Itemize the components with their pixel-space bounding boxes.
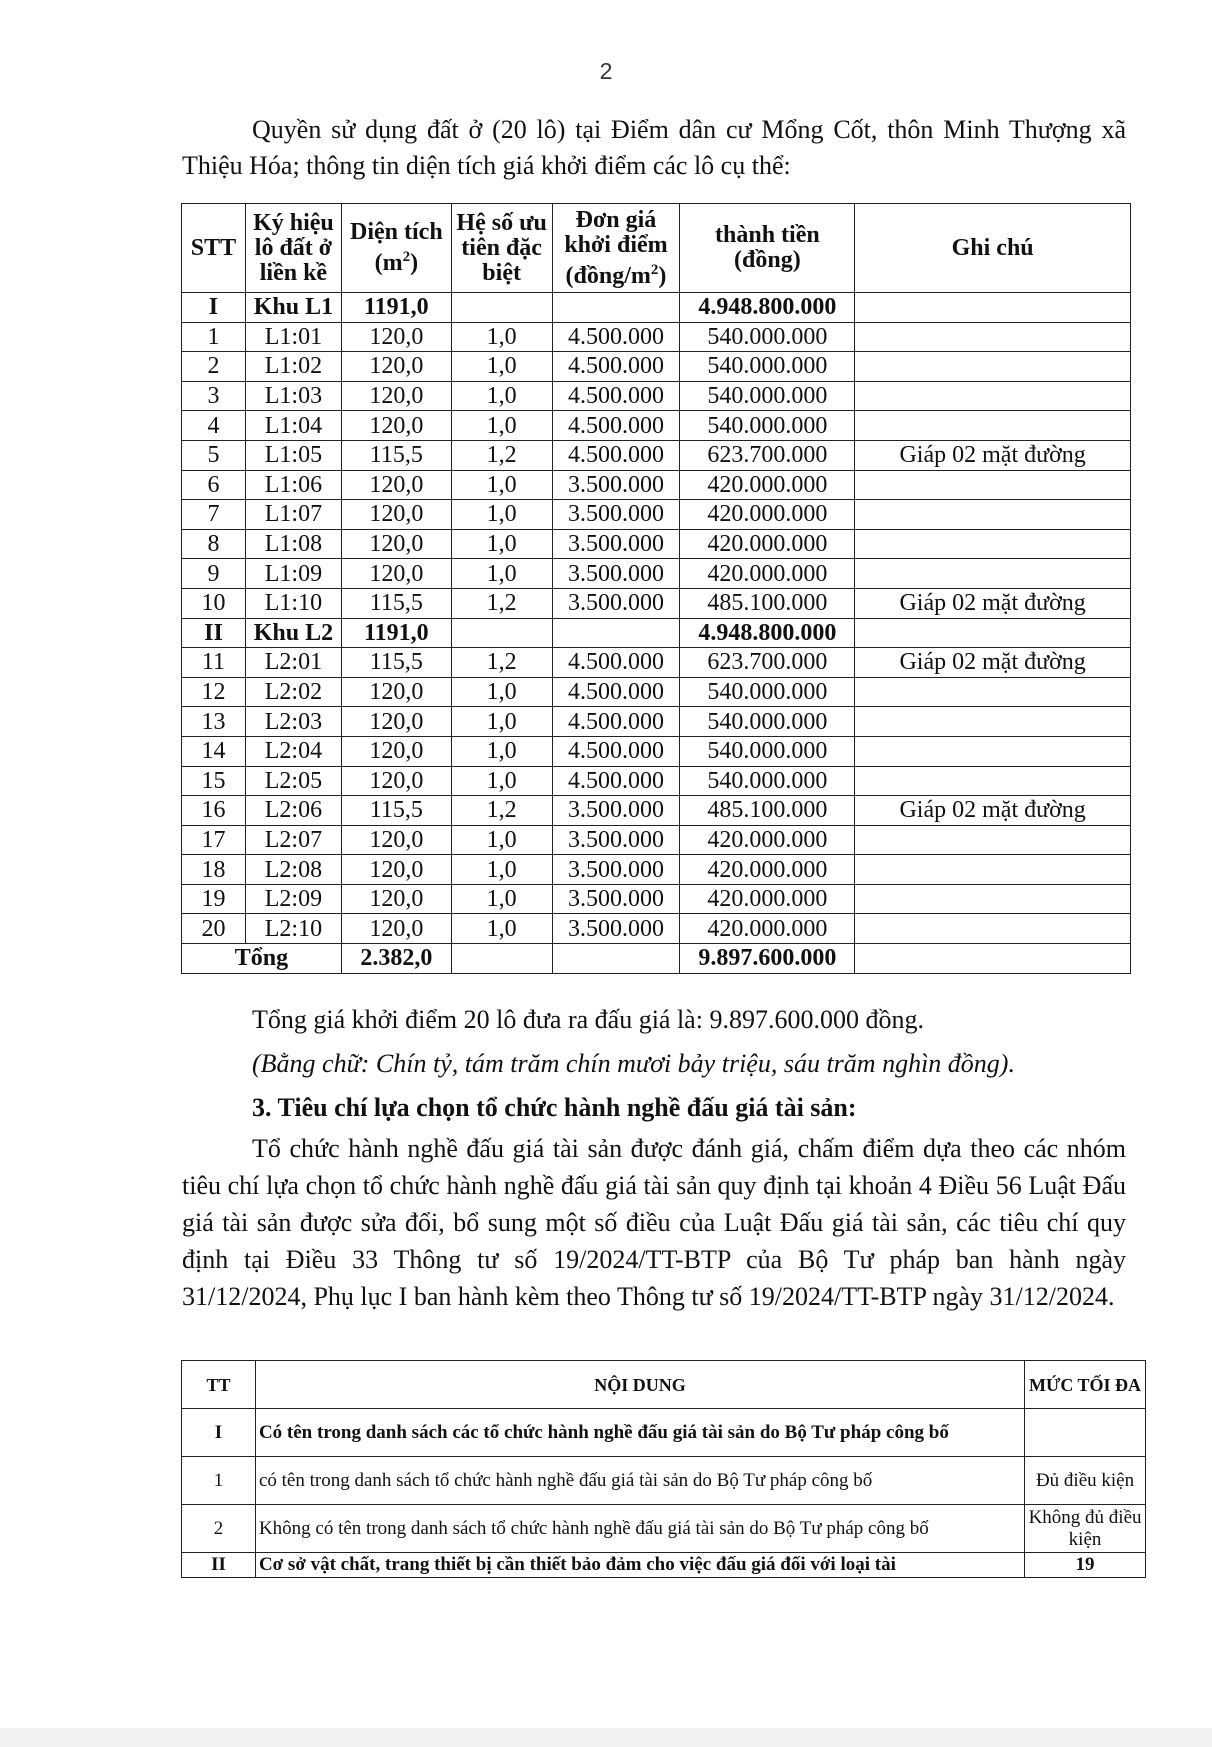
cell-coefficient: 1,0 bbox=[451, 707, 552, 737]
cell-amount: 420.000.000 bbox=[680, 825, 855, 855]
criteria-cell-tt: I bbox=[182, 1409, 256, 1457]
criteria-row bbox=[182, 1409, 1146, 1457]
header-unit-price-unit-base: (đồng/m bbox=[565, 262, 651, 289]
lots-table-row bbox=[182, 559, 1131, 589]
cell-unit-price: 4.500.000 bbox=[552, 707, 680, 737]
cell-note: Giáp 02 mặt đường bbox=[855, 588, 1131, 618]
lots-table-row bbox=[182, 381, 1131, 411]
cell-note bbox=[855, 293, 1131, 323]
cell-coefficient: 1,0 bbox=[451, 529, 552, 559]
lots-table-row bbox=[182, 884, 1131, 914]
cell-area: 120,0 bbox=[341, 766, 451, 796]
cell-symbol: L2:04 bbox=[245, 736, 341, 766]
criteria-row bbox=[182, 1457, 1146, 1505]
cell-amount: 623.700.000 bbox=[680, 440, 855, 470]
cell-amount: 420.000.000 bbox=[680, 914, 855, 944]
header-amount: thành tiền (đồng) bbox=[680, 204, 855, 293]
cell-area: 120,0 bbox=[341, 855, 451, 885]
cell-amount: 540.000.000 bbox=[680, 322, 855, 352]
header-area-label: Diện tích bbox=[350, 219, 443, 245]
cell-unit-price: 3.500.000 bbox=[552, 796, 680, 826]
cell-note bbox=[855, 707, 1131, 737]
header-area-unit-base: (m bbox=[374, 250, 403, 276]
cell-note: Giáp 02 mặt đường bbox=[855, 440, 1131, 470]
cell-stt: 17 bbox=[182, 825, 246, 855]
cell-stt: 1 bbox=[182, 322, 246, 352]
total-in-words: (Bằng chữ: Chín tỷ, tám trăm chín mươi bảy triệu, sáu trăm nghìn đồng). bbox=[252, 1049, 1015, 1078]
cell-unit-price: 4.500.000 bbox=[552, 677, 680, 707]
cell-stt: 20 bbox=[182, 914, 246, 944]
lots-table-row bbox=[182, 500, 1131, 530]
cell-symbol: L2:05 bbox=[245, 766, 341, 796]
header-note: Ghi chú bbox=[855, 204, 1131, 293]
cell-area: 120,0 bbox=[341, 884, 451, 914]
criteria-row bbox=[182, 1553, 1146, 1578]
cell-amount: 420.000.000 bbox=[680, 559, 855, 589]
header-unit-price bbox=[552, 204, 680, 293]
cell-coefficient: 1,0 bbox=[451, 855, 552, 885]
cell-stt: II bbox=[182, 618, 246, 648]
cell-coefficient: 1,2 bbox=[451, 588, 552, 618]
cell-unit-price: 3.500.000 bbox=[552, 825, 680, 855]
cell-area: 115,5 bbox=[341, 440, 451, 470]
cell-unit-price: 4.500.000 bbox=[552, 440, 680, 470]
cell-note bbox=[855, 618, 1131, 648]
cell-stt: 11 bbox=[182, 648, 246, 678]
header-stt: STT bbox=[182, 204, 246, 293]
cell-stt: 18 bbox=[182, 855, 246, 885]
criteria-header-tt: TT bbox=[182, 1361, 256, 1409]
cell-symbol: L1:07 bbox=[245, 500, 341, 530]
cell-area: 120,0 bbox=[341, 529, 451, 559]
cell-unit-price: 3.500.000 bbox=[552, 884, 680, 914]
header-area bbox=[341, 204, 451, 293]
cell-unit-price: 3.500.000 bbox=[552, 588, 680, 618]
cell-coefficient: 1,2 bbox=[451, 796, 552, 826]
cell-coefficient: 1,0 bbox=[451, 500, 552, 530]
cell-amount: 540.000.000 bbox=[680, 766, 855, 796]
cell-symbol: L1:06 bbox=[245, 470, 341, 500]
criteria-cell-score: Đủ điều kiện bbox=[1025, 1457, 1146, 1505]
cell-stt: 12 bbox=[182, 677, 246, 707]
lots-table-row bbox=[182, 411, 1131, 441]
criteria-cell-score: 19 bbox=[1025, 1553, 1146, 1578]
cell-symbol: L2:08 bbox=[245, 855, 341, 885]
cell-amount: 623.700.000 bbox=[680, 648, 855, 678]
cell-symbol: L2:01 bbox=[245, 648, 341, 678]
cell-area: 1191,0 bbox=[341, 618, 451, 648]
lots-table-row bbox=[182, 825, 1131, 855]
cell-note bbox=[855, 677, 1131, 707]
total-area: 2.382,0 bbox=[341, 944, 451, 974]
criteria-table-body bbox=[182, 1409, 1146, 1578]
cell-unit-price: 3.500.000 bbox=[552, 559, 680, 589]
cell-stt: 14 bbox=[182, 736, 246, 766]
lots-table-row bbox=[182, 707, 1131, 737]
total-empty-price bbox=[552, 944, 680, 974]
cell-symbol: L1:02 bbox=[245, 352, 341, 382]
cell-note bbox=[855, 825, 1131, 855]
cell-amount: 540.000.000 bbox=[680, 736, 855, 766]
header-unit-price-unit-sup: 2 bbox=[650, 261, 659, 278]
cell-area: 120,0 bbox=[341, 707, 451, 737]
cell-area: 120,0 bbox=[341, 559, 451, 589]
cell-coefficient: 1,0 bbox=[451, 677, 552, 707]
lots-table-header bbox=[182, 204, 1131, 293]
cell-coefficient: 1,2 bbox=[451, 440, 552, 470]
header-area-unit-sup: 2 bbox=[402, 249, 411, 265]
cell-area: 115,5 bbox=[341, 796, 451, 826]
cell-amount: 540.000.000 bbox=[680, 381, 855, 411]
cell-unit-price: 4.500.000 bbox=[552, 766, 680, 796]
cell-note bbox=[855, 736, 1131, 766]
cell-note bbox=[855, 352, 1131, 382]
cell-amount: 540.000.000 bbox=[680, 677, 855, 707]
cell-area: 120,0 bbox=[341, 825, 451, 855]
cell-note bbox=[855, 322, 1131, 352]
total-amount: 9.897.600.000 bbox=[680, 944, 855, 974]
cell-stt: 4 bbox=[182, 411, 246, 441]
cell-unit-price: 4.500.000 bbox=[552, 322, 680, 352]
page-number: 2 bbox=[599, 58, 613, 84]
cell-coefficient bbox=[451, 618, 552, 648]
cell-stt: 9 bbox=[182, 559, 246, 589]
cell-coefficient: 1,0 bbox=[451, 411, 552, 441]
cell-note bbox=[855, 855, 1131, 885]
lots-table bbox=[181, 203, 1131, 974]
cell-symbol: L1:09 bbox=[245, 559, 341, 589]
header-coefficient: Hệ số ưu tiên đặc biệt bbox=[451, 204, 552, 293]
cell-stt: 13 bbox=[182, 707, 246, 737]
lots-table-row bbox=[182, 677, 1131, 707]
cell-amount: 540.000.000 bbox=[680, 352, 855, 382]
cell-amount: 420.000.000 bbox=[680, 470, 855, 500]
cell-stt: 6 bbox=[182, 470, 246, 500]
criteria-table bbox=[181, 1360, 1146, 1578]
page-bottom-edge bbox=[0, 1728, 1212, 1747]
lots-table-row bbox=[182, 855, 1131, 885]
cell-stt: 8 bbox=[182, 529, 246, 559]
cell-note bbox=[855, 884, 1131, 914]
cell-area: 120,0 bbox=[341, 470, 451, 500]
cell-area: 1191,0 bbox=[341, 293, 451, 323]
cell-note: Giáp 02 mặt đường bbox=[855, 796, 1131, 826]
header-unit-price-unit-end: ) bbox=[658, 262, 667, 289]
lots-table-row bbox=[182, 796, 1131, 826]
cell-coefficient: 1,0 bbox=[451, 766, 552, 796]
cell-symbol: L2:06 bbox=[245, 796, 341, 826]
lots-table-row bbox=[182, 648, 1131, 678]
cell-area: 115,5 bbox=[341, 588, 451, 618]
cell-coefficient: 1,0 bbox=[451, 736, 552, 766]
cell-coefficient: 1,0 bbox=[451, 914, 552, 944]
cell-coefficient: 1,0 bbox=[451, 825, 552, 855]
cell-amount: 540.000.000 bbox=[680, 707, 855, 737]
cell-unit-price: 3.500.000 bbox=[552, 914, 680, 944]
total-price-line: Tổng giá khởi điểm 20 lô đưa ra đấu giá là: 9.897.600.000 đồng. bbox=[252, 1005, 924, 1034]
cell-unit-price: 4.500.000 bbox=[552, 352, 680, 382]
criteria-row bbox=[182, 1505, 1146, 1553]
intro-paragraph: Quyền sử dụng đất ở (20 lô) tại Điểm dân cư Mổng Cốt, thôn Minh Thượng xã Thiệu Hóa; thông tin diện tích giá khởi điểm các lô cụ thể: bbox=[182, 115, 1126, 180]
cell-amount: 4.948.800.000 bbox=[680, 293, 855, 323]
header-area-unit-end: ) bbox=[410, 250, 419, 276]
cell-symbol: L2:09 bbox=[245, 884, 341, 914]
cell-area: 120,0 bbox=[341, 677, 451, 707]
criteria-cell-content: có tên trong danh sách tổ chức hành nghề đấu giá tài sản do Bộ Tư pháp công bố bbox=[255, 1457, 1024, 1505]
cell-amount: 4.948.800.000 bbox=[680, 618, 855, 648]
cell-unit-price: 4.500.000 bbox=[552, 648, 680, 678]
cell-stt: 7 bbox=[182, 500, 246, 530]
cell-area: 115,5 bbox=[341, 648, 451, 678]
criteria-cell-tt: II bbox=[182, 1553, 256, 1578]
cell-stt: 3 bbox=[182, 381, 246, 411]
cell-note bbox=[855, 766, 1131, 796]
cell-note bbox=[855, 500, 1131, 530]
cell-stt: 15 bbox=[182, 766, 246, 796]
lots-table-row bbox=[182, 588, 1131, 618]
lots-group-row bbox=[182, 293, 1131, 323]
cell-coefficient: 1,2 bbox=[451, 648, 552, 678]
cell-stt: 19 bbox=[182, 884, 246, 914]
lots-table-row bbox=[182, 352, 1131, 382]
cell-coefficient: 1,0 bbox=[451, 884, 552, 914]
cell-coefficient: 1,0 bbox=[451, 559, 552, 589]
cell-symbol: L1:08 bbox=[245, 529, 341, 559]
cell-unit-price: 3.500.000 bbox=[552, 470, 680, 500]
criteria-header-content: NỘI DUNG bbox=[255, 1361, 1024, 1409]
cell-area: 120,0 bbox=[341, 381, 451, 411]
lots-table-row bbox=[182, 736, 1131, 766]
cell-unit-price: 3.500.000 bbox=[552, 855, 680, 885]
lots-table-row bbox=[182, 470, 1131, 500]
lots-group-row bbox=[182, 618, 1131, 648]
cell-note bbox=[855, 470, 1131, 500]
cell-unit-price: 4.500.000 bbox=[552, 736, 680, 766]
cell-unit-price: 3.500.000 bbox=[552, 500, 680, 530]
cell-note bbox=[855, 559, 1131, 589]
cell-stt: 16 bbox=[182, 796, 246, 826]
cell-coefficient: 1,0 bbox=[451, 381, 552, 411]
lots-total-row bbox=[182, 944, 1131, 974]
cell-stt: 5 bbox=[182, 440, 246, 470]
cell-coefficient bbox=[451, 293, 552, 323]
section-3-heading: 3. Tiêu chí lựa chọn tổ chức hành nghề đấu giá tài sản: bbox=[252, 1093, 857, 1122]
cell-amount: 420.000.000 bbox=[680, 529, 855, 559]
cell-amount: 420.000.000 bbox=[680, 500, 855, 530]
lots-table-row bbox=[182, 322, 1131, 352]
criteria-header-max: MỨC TỐI ĐA bbox=[1025, 1361, 1146, 1409]
lots-table-row bbox=[182, 766, 1131, 796]
lots-table-row bbox=[182, 529, 1131, 559]
cell-unit-price: 3.500.000 bbox=[552, 529, 680, 559]
cell-area: 120,0 bbox=[341, 500, 451, 530]
cell-area: 120,0 bbox=[341, 736, 451, 766]
cell-unit-price: 4.500.000 bbox=[552, 381, 680, 411]
cell-symbol: L1:04 bbox=[245, 411, 341, 441]
total-empty-coef bbox=[451, 944, 552, 974]
criteria-cell-content: Có tên trong danh sách các tổ chức hành nghề đấu giá tài sản do Bộ Tư pháp công bố bbox=[255, 1409, 1024, 1457]
criteria-cell-score: Không đủ điều kiện bbox=[1025, 1505, 1146, 1553]
cell-unit-price bbox=[552, 293, 680, 323]
cell-area: 120,0 bbox=[341, 914, 451, 944]
cell-symbol: L1:05 bbox=[245, 440, 341, 470]
criteria-cell-content: Không có tên trong danh sách tổ chức hành nghề đấu giá tài sản do Bộ Tư pháp công bố bbox=[255, 1505, 1024, 1553]
cell-symbol: L1:03 bbox=[245, 381, 341, 411]
cell-amount: 485.100.000 bbox=[680, 796, 855, 826]
lots-table-row bbox=[182, 914, 1131, 944]
total-empty-note bbox=[855, 944, 1131, 974]
criteria-header bbox=[182, 1361, 1146, 1409]
header-symbol: Ký hiệu lô đất ở liền kề bbox=[245, 204, 341, 293]
cell-amount: 485.100.000 bbox=[680, 588, 855, 618]
cell-stt: I bbox=[182, 293, 246, 323]
cell-note bbox=[855, 381, 1131, 411]
cell-symbol: L2:07 bbox=[245, 825, 341, 855]
cell-amount: 540.000.000 bbox=[680, 411, 855, 441]
cell-stt: 10 bbox=[182, 588, 246, 618]
cell-amount: 420.000.000 bbox=[680, 855, 855, 885]
cell-symbol: Khu L2 bbox=[245, 618, 341, 648]
cell-coefficient: 1,0 bbox=[451, 322, 552, 352]
cell-symbol: L2:03 bbox=[245, 707, 341, 737]
cell-area: 120,0 bbox=[341, 411, 451, 441]
cell-symbol: L1:10 bbox=[245, 588, 341, 618]
cell-unit-price bbox=[552, 618, 680, 648]
cell-coefficient: 1,0 bbox=[451, 352, 552, 382]
cell-amount: 420.000.000 bbox=[680, 884, 855, 914]
header-unit-price-label: Đơn giá khởi điểm bbox=[564, 206, 668, 258]
cell-symbol: L2:10 bbox=[245, 914, 341, 944]
lots-table-body bbox=[182, 293, 1131, 944]
cell-stt: 2 bbox=[182, 352, 246, 382]
criteria-cell-tt: 1 bbox=[182, 1457, 256, 1505]
cell-symbol: L1:01 bbox=[245, 322, 341, 352]
criteria-cell-content: Cơ sở vật chất, trang thiết bị cần thiết bảo đảm cho việc đấu giá đối với loại tài bbox=[255, 1553, 1024, 1578]
cell-coefficient: 1,0 bbox=[451, 470, 552, 500]
cell-area: 120,0 bbox=[341, 322, 451, 352]
cell-symbol: L2:02 bbox=[245, 677, 341, 707]
criteria-cell-tt: 2 bbox=[182, 1505, 256, 1553]
total-label: Tổng bbox=[182, 944, 342, 974]
cell-unit-price: 4.500.000 bbox=[552, 411, 680, 441]
cell-note bbox=[855, 914, 1131, 944]
cell-note bbox=[855, 411, 1131, 441]
lots-table-row bbox=[182, 440, 1131, 470]
cell-area: 120,0 bbox=[341, 352, 451, 382]
cell-symbol: Khu L1 bbox=[245, 293, 341, 323]
section-3-body: Tổ chức hành nghề đấu giá tài sản được đánh giá, chấm điểm dựa theo các nhóm tiêu chí lựa chọn tổ chức hành nghề đấu giá tài sản quy định tại khoản 4 Điều 56 Luật Đấu giá tài sản được sửa đổi, bổ sung một số điều của Luật Đấu giá tài sản, các tiêu chí quy định tại Điều 33 Thông tư số 19/2024/TT-BTP của Bộ Tư pháp ban hành ngày 31/12/2024, Phụ lục I ban hành kèm theo Thông tư số 19/2024/TT-BTP ngày 31/12/2024. bbox=[182, 1134, 1126, 1311]
cell-note bbox=[855, 529, 1131, 559]
criteria-cell-score bbox=[1025, 1409, 1146, 1457]
cell-note: Giáp 02 mặt đường bbox=[855, 648, 1131, 678]
